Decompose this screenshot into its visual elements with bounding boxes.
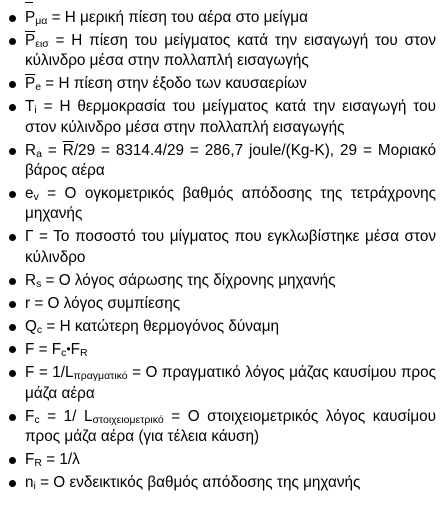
bullet-icon bbox=[9, 480, 16, 487]
bullet-icon bbox=[9, 414, 16, 421]
bullet-icon bbox=[9, 191, 16, 198]
bullet-icon bbox=[9, 370, 16, 377]
bullet-icon bbox=[9, 324, 16, 331]
list-item: r = Ο λόγος συμπίεσης bbox=[25, 294, 436, 315]
bullet-icon bbox=[9, 15, 16, 22]
list-item: $Q_c = H$ κατώτερη θερμογόνος δύναμη bbox=[25, 317, 436, 338]
bullet-icon bbox=[9, 148, 16, 155]
bullet-icon bbox=[9, 301, 16, 308]
list-item: Γ = Το ποσοστό του μίγματος που εγκλωβίστηκε μέσα στον κύλινδρο bbox=[25, 227, 436, 268]
list-item: $n_i = O$ ενδεικτικός βαθμός απόδοσης της μηχανής bbox=[25, 473, 436, 494]
bullet-icon bbox=[9, 81, 16, 88]
bullet-icon bbox=[9, 38, 16, 45]
list-item: $F = F_c•F_R$ bbox=[25, 339, 436, 361]
list-item: $R_s = O$ λόγος σάρωσης της δίχρονης μηχανής bbox=[25, 271, 436, 292]
bullet-icon bbox=[9, 234, 16, 241]
list-item: $e_v = O$ ογκομετρικός βαθμός απόδοσης της τετράχρονης μηχανής bbox=[25, 184, 436, 225]
bullet-icon bbox=[9, 346, 16, 353]
list-item: $T_i = H$ θερμοκρασία του μείγματος κατά την εισαγωγή του στον κύλινδρο μέσα στην πολλαπλή εισαγωγής bbox=[25, 97, 436, 138]
bullet-icon bbox=[9, 104, 16, 111]
list-item: $F_c = 1/$ $L_{\sigma\tau o\iota\chi\varepsilon\iota o\mu\varepsilon\tau\rho\iota\kappa ό} = O$ στοιχειομετρικός λόγος καυσίμου προς μάζα αέρα (για τέλεια κάυση) bbox=[25, 407, 436, 448]
bullet-icon bbox=[9, 457, 16, 464]
list-item: $F = 1/L_{\pi\rho\alpha\gamma\mu\alpha\tau\iota\kappa ό} = O$ πραγματικό λόγος μάζας καυσίμου προς μάζα αέρα bbox=[25, 363, 436, 404]
list-item: $R_a = \overline{R}/29 = 8314.4/29 = 286,7$ joule/(Kg-K), 29 = Μοριακό βάρος αέρα bbox=[25, 141, 436, 182]
list-item: $P_{\mu\alpha} = H$ μερική πίεση του αέρα στο μείγμα bbox=[25, 8, 436, 29]
list-item: $\overline{P}_{\varepsilon\iota\sigma} = H$ πίεση του μείγματος κατά την εισαγωγή του στον κύλινδρο μέσα στην πολλαπλή εισαγωγής bbox=[25, 31, 436, 72]
list-item: $F_R = 1/\lambda$ bbox=[25, 450, 436, 471]
overline-mark bbox=[25, 2, 33, 3]
bullet-icon bbox=[9, 278, 16, 285]
list-item: $\overline{P}_e = H$ πίεση στην έξοδο των καυσαερίων bbox=[25, 74, 436, 95]
